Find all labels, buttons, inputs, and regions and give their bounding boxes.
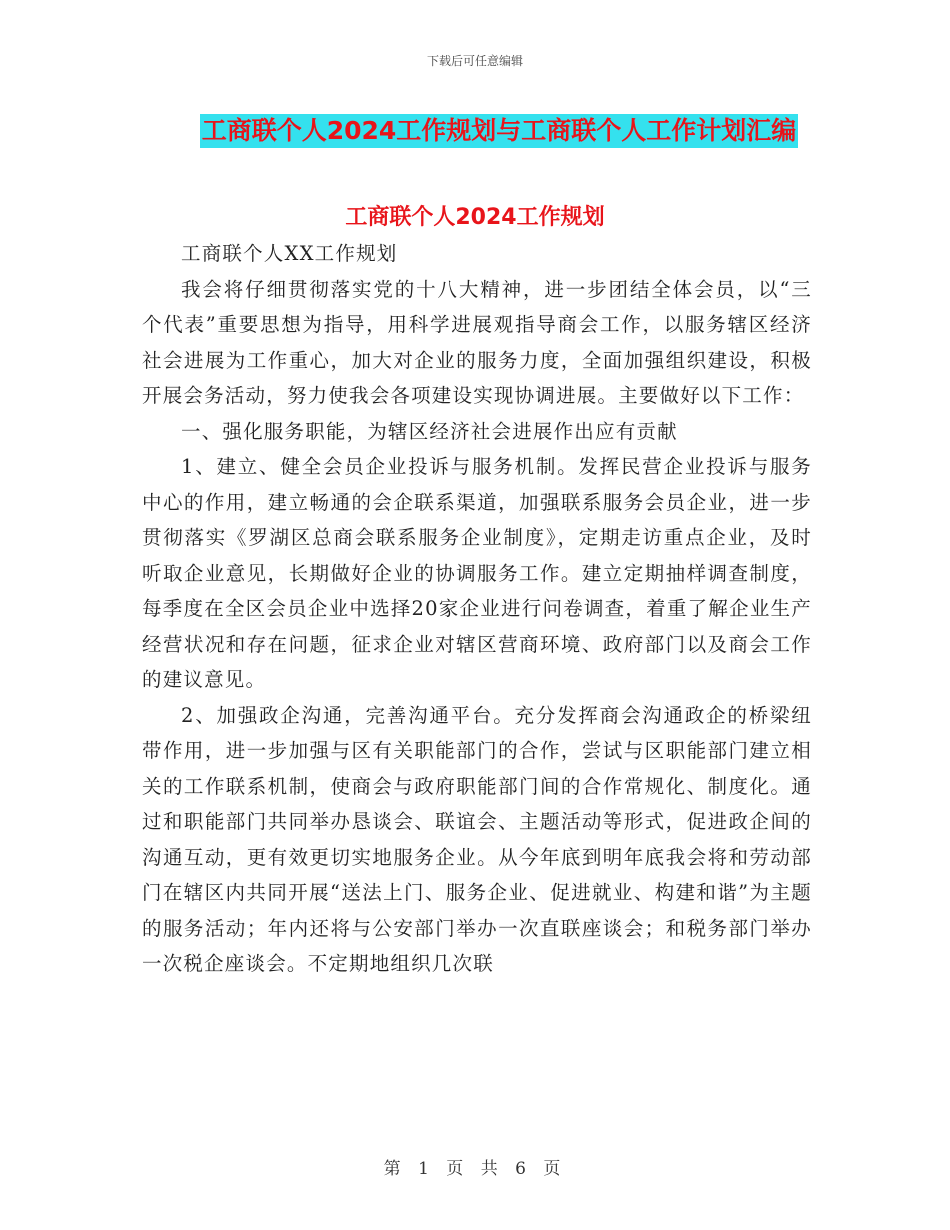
paragraph-heading: 工商联个人XX工作规划 (181, 242, 398, 265)
paragraph-intro: 我会将仔细贯彻落实党的十八大精神，进一步团结全体会员，以“三个代表”重要思想为指导，用科学进展观指导商会工作，以服务辖区经济社会进展为工作重心，加大对企业的服务力度，全面加强组织建设，积极开展会务活动，努力使我会各项建设实现协调进展。主要做好以下工作： (142, 277, 812, 407)
paragraph-section-one: 一、强化服务职能，为辖区经济社会进展作出应有贡献 (181, 419, 678, 443)
page-footer-number: 第 1 页 共 6 页 (383, 1159, 567, 1179)
main-title-container (0, 114, 950, 148)
page-header-note: 下载后可任意编辑 (426, 54, 523, 68)
paragraph-item-two: 2、加强政企沟通，完善沟通平台。充分发挥商会沟通政企的桥梁纽带作用，进一步加强与区有关职能部门的合作，尝试与区职能部门建立相关的工作联系机制，使商会与政府职能部门间的合作常规化、制度化。通过和职能部门共同举办恳谈会、联谊会、主题活动等形式，促进政企间的沟通互动，更有效更切实地服务企业。从今年底到明年底我会将和劳动部门在辖区内共同开展“送法上门、服务企业、促进就业、构建和谐”为主题的服务活动；年内还将与公安部门举办一次直联座谈会；和税务部门举办一次税企座谈会。不定期地组织几次联 (142, 703, 812, 975)
paragraph-item-one: 1、建立、健全会员企业投诉与服务机制。发挥民营企业投诉与服务中心的作用，建立畅通的会企联系渠道，加强联系服务会员企业，进一步贯彻落实《罗湖区总商会联系服务企业制度》，定期走访重点企业，及时听取企业意见，长期做好企业的协调服务工作。建立定期抽样调查制度，每季度在全区会员企业中选择20家企业进行问卷调查，着重了解企业生产经营状况和存在问题，征求企业对辖区营商环境、政府部门以及商会工作的建议意见。 (142, 455, 812, 691)
document-main-title: 工商联个人2024工作规划与工商联个人工作计划汇编 (200, 114, 799, 148)
document-sub-title: 工商联个人2024工作规划 (345, 205, 605, 230)
document-body (142, 236, 812, 982)
